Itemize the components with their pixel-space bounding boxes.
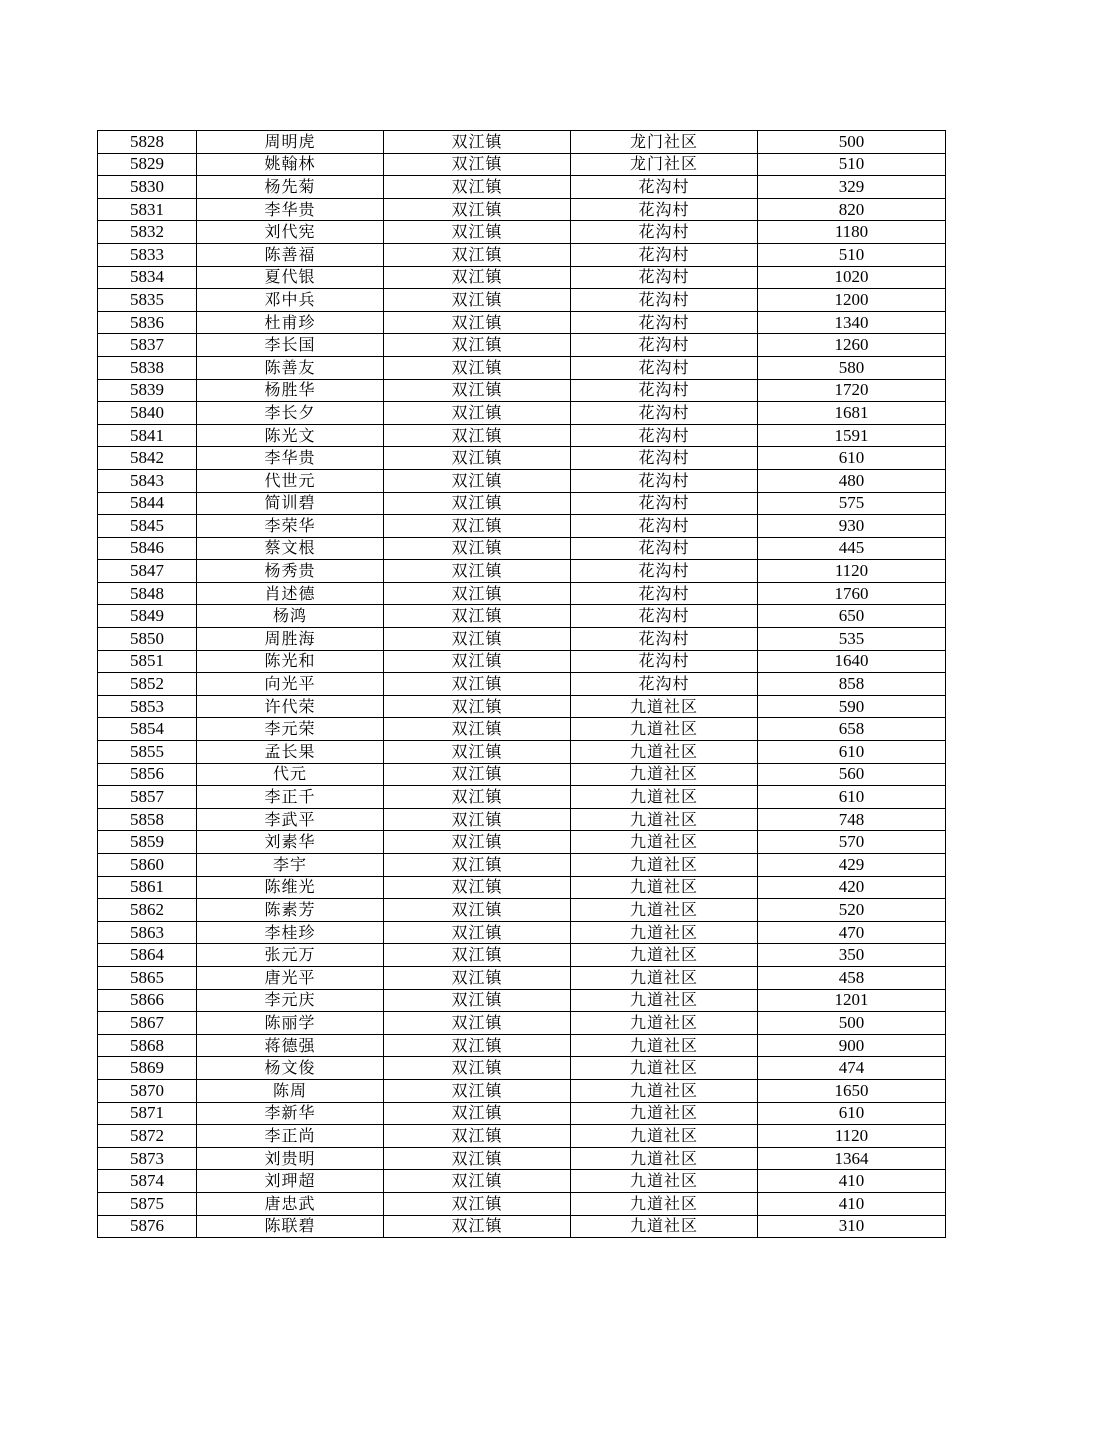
name-cell: 刘贵明	[197, 1147, 384, 1170]
town-cell: 双江镇	[384, 402, 571, 425]
village-cell: 九道社区	[571, 1034, 758, 1057]
name-cell: 姚翰林	[197, 153, 384, 176]
village-cell: 九道社区	[571, 831, 758, 854]
table-row	[98, 808, 946, 831]
village-cell: 九道社区	[571, 944, 758, 967]
row-number-cell: 5828	[98, 131, 197, 154]
name-cell: 李长夕	[197, 402, 384, 425]
town-cell: 双江镇	[384, 854, 571, 877]
town-cell: 双江镇	[384, 221, 571, 244]
row-number-cell: 5876	[98, 1215, 197, 1238]
name-cell: 李长国	[197, 334, 384, 357]
table-row	[98, 289, 946, 312]
table-row	[98, 1012, 946, 1035]
amount-cell: 820	[758, 198, 946, 221]
row-number-cell: 5857	[98, 786, 197, 809]
table-row	[98, 718, 946, 741]
amount-cell: 748	[758, 808, 946, 831]
town-cell: 双江镇	[384, 899, 571, 922]
town-cell: 双江镇	[384, 131, 571, 154]
table-row	[98, 605, 946, 628]
row-number-cell: 5858	[98, 808, 197, 831]
row-number-cell: 5829	[98, 153, 197, 176]
village-cell: 九道社区	[571, 695, 758, 718]
table-row	[98, 537, 946, 560]
table-row	[98, 944, 946, 967]
table-row	[98, 424, 946, 447]
village-cell: 花沟村	[571, 469, 758, 492]
amount-cell: 535	[758, 628, 946, 651]
table-row	[98, 854, 946, 877]
village-cell: 花沟村	[571, 582, 758, 605]
amount-cell: 480	[758, 469, 946, 492]
table-row	[98, 356, 946, 379]
row-number-cell: 5855	[98, 741, 197, 764]
table-row	[98, 831, 946, 854]
village-cell: 花沟村	[571, 605, 758, 628]
town-cell: 双江镇	[384, 1034, 571, 1057]
row-number-cell: 5873	[98, 1147, 197, 1170]
name-cell: 周胜海	[197, 628, 384, 651]
table-row	[98, 266, 946, 289]
town-cell: 双江镇	[384, 243, 571, 266]
name-cell: 李桂珍	[197, 921, 384, 944]
name-cell: 李武平	[197, 808, 384, 831]
amount-cell: 610	[758, 1102, 946, 1125]
name-cell: 李宇	[197, 854, 384, 877]
amount-cell: 310	[758, 1215, 946, 1238]
name-cell: 刘玾超	[197, 1170, 384, 1193]
table-row	[98, 1125, 946, 1148]
name-cell: 蔡文根	[197, 537, 384, 560]
village-cell: 花沟村	[571, 198, 758, 221]
row-number-cell: 5865	[98, 966, 197, 989]
amount-cell: 410	[758, 1192, 946, 1215]
table-row	[98, 560, 946, 583]
table-row	[98, 153, 946, 176]
town-cell: 双江镇	[384, 537, 571, 560]
row-number-cell: 5845	[98, 515, 197, 538]
amount-cell: 500	[758, 131, 946, 154]
table-row	[98, 379, 946, 402]
village-cell: 九道社区	[571, 1170, 758, 1193]
town-cell: 双江镇	[384, 492, 571, 515]
amount-cell: 1640	[758, 650, 946, 673]
table-row	[98, 1170, 946, 1193]
row-number-cell: 5875	[98, 1192, 197, 1215]
village-cell: 花沟村	[571, 221, 758, 244]
table-row	[98, 221, 946, 244]
town-cell: 双江镇	[384, 1170, 571, 1193]
village-cell: 龙门社区	[571, 131, 758, 154]
table-row	[98, 1034, 946, 1057]
table-row	[98, 876, 946, 899]
town-cell: 双江镇	[384, 831, 571, 854]
town-cell: 双江镇	[384, 1012, 571, 1035]
town-cell: 双江镇	[384, 515, 571, 538]
amount-cell: 610	[758, 741, 946, 764]
village-cell: 花沟村	[571, 560, 758, 583]
table-row	[98, 650, 946, 673]
amount-cell: 1260	[758, 334, 946, 357]
table-row	[98, 899, 946, 922]
amount-cell: 445	[758, 537, 946, 560]
amount-cell: 610	[758, 786, 946, 809]
row-number-cell: 5841	[98, 424, 197, 447]
name-cell: 杨鸿	[197, 605, 384, 628]
village-cell: 花沟村	[571, 289, 758, 312]
village-cell: 花沟村	[571, 537, 758, 560]
name-cell: 杨文俊	[197, 1057, 384, 1080]
name-cell: 陈光和	[197, 650, 384, 673]
row-number-cell: 5867	[98, 1012, 197, 1035]
town-cell: 双江镇	[384, 176, 571, 199]
table-row	[98, 1192, 946, 1215]
name-cell: 陈善福	[197, 243, 384, 266]
amount-cell: 1180	[758, 221, 946, 244]
table-row	[98, 921, 946, 944]
village-cell: 花沟村	[571, 379, 758, 402]
village-cell: 九道社区	[571, 899, 758, 922]
name-cell: 蒋德强	[197, 1034, 384, 1057]
amount-cell: 930	[758, 515, 946, 538]
village-cell: 九道社区	[571, 763, 758, 786]
table-row	[98, 243, 946, 266]
amount-cell: 560	[758, 763, 946, 786]
village-cell: 花沟村	[571, 243, 758, 266]
amount-cell: 458	[758, 966, 946, 989]
town-cell: 双江镇	[384, 944, 571, 967]
row-number-cell: 5832	[98, 221, 197, 244]
row-number-cell: 5854	[98, 718, 197, 741]
table-body	[98, 131, 946, 1238]
town-cell: 双江镇	[384, 628, 571, 651]
table-row	[98, 1057, 946, 1080]
table-row	[98, 763, 946, 786]
town-cell: 双江镇	[384, 424, 571, 447]
table-row	[98, 1215, 946, 1238]
amount-cell: 350	[758, 944, 946, 967]
table-row	[98, 1102, 946, 1125]
name-cell: 唐光平	[197, 966, 384, 989]
name-cell: 陈维光	[197, 876, 384, 899]
town-cell: 双江镇	[384, 1057, 571, 1080]
table-row	[98, 582, 946, 605]
town-cell: 双江镇	[384, 1147, 571, 1170]
row-number-cell: 5830	[98, 176, 197, 199]
data-table	[97, 130, 946, 1238]
amount-cell: 650	[758, 605, 946, 628]
row-number-cell: 5872	[98, 1125, 197, 1148]
table-row	[98, 402, 946, 425]
amount-cell: 1120	[758, 1125, 946, 1148]
amount-cell: 410	[758, 1170, 946, 1193]
village-cell: 花沟村	[571, 447, 758, 470]
row-number-cell: 5871	[98, 1102, 197, 1125]
village-cell: 花沟村	[571, 356, 758, 379]
name-cell: 杨先菊	[197, 176, 384, 199]
name-cell: 李正尚	[197, 1125, 384, 1148]
town-cell: 双江镇	[384, 266, 571, 289]
name-cell: 许代荣	[197, 695, 384, 718]
row-number-cell: 5850	[98, 628, 197, 651]
name-cell: 李新华	[197, 1102, 384, 1125]
village-cell: 九道社区	[571, 808, 758, 831]
amount-cell: 1020	[758, 266, 946, 289]
row-number-cell: 5874	[98, 1170, 197, 1193]
row-number-cell: 5864	[98, 944, 197, 967]
row-number-cell: 5836	[98, 311, 197, 334]
town-cell: 双江镇	[384, 650, 571, 673]
town-cell: 双江镇	[384, 605, 571, 628]
amount-cell: 1201	[758, 989, 946, 1012]
name-cell: 陈光文	[197, 424, 384, 447]
row-number-cell: 5844	[98, 492, 197, 515]
row-number-cell: 5847	[98, 560, 197, 583]
table-row	[98, 492, 946, 515]
town-cell: 双江镇	[384, 582, 571, 605]
village-cell: 花沟村	[571, 311, 758, 334]
town-cell: 双江镇	[384, 469, 571, 492]
amount-cell: 329	[758, 176, 946, 199]
row-number-cell: 5861	[98, 876, 197, 899]
row-number-cell: 5831	[98, 198, 197, 221]
amount-cell: 474	[758, 1057, 946, 1080]
amount-cell: 500	[758, 1012, 946, 1035]
row-number-cell: 5846	[98, 537, 197, 560]
amount-cell: 1120	[758, 560, 946, 583]
table-row	[98, 469, 946, 492]
row-number-cell: 5842	[98, 447, 197, 470]
row-number-cell: 5853	[98, 695, 197, 718]
name-cell: 夏代银	[197, 266, 384, 289]
village-cell: 花沟村	[571, 402, 758, 425]
amount-cell: 1340	[758, 311, 946, 334]
name-cell: 杜甫珍	[197, 311, 384, 334]
village-cell: 九道社区	[571, 1102, 758, 1125]
name-cell: 周明虎	[197, 131, 384, 154]
village-cell: 花沟村	[571, 176, 758, 199]
name-cell: 杨秀贵	[197, 560, 384, 583]
village-cell: 花沟村	[571, 424, 758, 447]
town-cell: 双江镇	[384, 695, 571, 718]
village-cell: 九道社区	[571, 989, 758, 1012]
amount-cell: 1591	[758, 424, 946, 447]
town-cell: 双江镇	[384, 334, 571, 357]
town-cell: 双江镇	[384, 989, 571, 1012]
town-cell: 双江镇	[384, 921, 571, 944]
name-cell: 李荣华	[197, 515, 384, 538]
village-cell: 花沟村	[571, 650, 758, 673]
amount-cell: 900	[758, 1034, 946, 1057]
village-cell: 花沟村	[571, 628, 758, 651]
name-cell: 陈联碧	[197, 1215, 384, 1238]
name-cell: 简训碧	[197, 492, 384, 515]
town-cell: 双江镇	[384, 198, 571, 221]
table-row	[98, 334, 946, 357]
amount-cell: 429	[758, 854, 946, 877]
row-number-cell: 5834	[98, 266, 197, 289]
amount-cell: 470	[758, 921, 946, 944]
amount-cell: 658	[758, 718, 946, 741]
amount-cell: 610	[758, 447, 946, 470]
name-cell: 向光平	[197, 673, 384, 696]
village-cell: 九道社区	[571, 1079, 758, 1102]
row-number-cell: 5851	[98, 650, 197, 673]
table-row	[98, 741, 946, 764]
row-number-cell: 5848	[98, 582, 197, 605]
name-cell: 李元庆	[197, 989, 384, 1012]
town-cell: 双江镇	[384, 560, 571, 583]
row-number-cell: 5840	[98, 402, 197, 425]
table-row	[98, 198, 946, 221]
town-cell: 双江镇	[384, 1125, 571, 1148]
row-number-cell: 5860	[98, 854, 197, 877]
town-cell: 双江镇	[384, 1192, 571, 1215]
row-number-cell: 5837	[98, 334, 197, 357]
name-cell: 代世元	[197, 469, 384, 492]
amount-cell: 575	[758, 492, 946, 515]
row-number-cell: 5869	[98, 1057, 197, 1080]
village-cell: 花沟村	[571, 515, 758, 538]
row-number-cell: 5843	[98, 469, 197, 492]
amount-cell: 1760	[758, 582, 946, 605]
town-cell: 双江镇	[384, 1102, 571, 1125]
name-cell: 唐忠武	[197, 1192, 384, 1215]
village-cell: 九道社区	[571, 921, 758, 944]
table-row	[98, 966, 946, 989]
village-cell: 花沟村	[571, 334, 758, 357]
amount-cell: 1681	[758, 402, 946, 425]
village-cell: 九道社区	[571, 1192, 758, 1215]
amount-cell: 1200	[758, 289, 946, 312]
village-cell: 九道社区	[571, 1057, 758, 1080]
table-row	[98, 1079, 946, 1102]
amount-cell: 1364	[758, 1147, 946, 1170]
town-cell: 双江镇	[384, 763, 571, 786]
amount-cell: 510	[758, 243, 946, 266]
village-cell: 九道社区	[571, 1012, 758, 1035]
name-cell: 杨胜华	[197, 379, 384, 402]
village-cell: 九道社区	[571, 741, 758, 764]
name-cell: 陈丽学	[197, 1012, 384, 1035]
name-cell: 肖述德	[197, 582, 384, 605]
name-cell: 刘素华	[197, 831, 384, 854]
name-cell: 邓中兵	[197, 289, 384, 312]
table-row	[98, 515, 946, 538]
village-cell: 花沟村	[571, 492, 758, 515]
name-cell: 刘代宪	[197, 221, 384, 244]
amount-cell: 1650	[758, 1079, 946, 1102]
town-cell: 双江镇	[384, 289, 571, 312]
row-number-cell: 5862	[98, 899, 197, 922]
amount-cell: 1720	[758, 379, 946, 402]
town-cell: 双江镇	[384, 808, 571, 831]
name-cell: 陈善友	[197, 356, 384, 379]
row-number-cell: 5859	[98, 831, 197, 854]
town-cell: 双江镇	[384, 1079, 571, 1102]
row-number-cell: 5833	[98, 243, 197, 266]
amount-cell: 590	[758, 695, 946, 718]
table-row	[98, 786, 946, 809]
village-cell: 九道社区	[571, 718, 758, 741]
row-number-cell: 5852	[98, 673, 197, 696]
name-cell: 李正千	[197, 786, 384, 809]
village-cell: 九道社区	[571, 1215, 758, 1238]
amount-cell: 520	[758, 899, 946, 922]
village-cell: 九道社区	[571, 1125, 758, 1148]
row-number-cell: 5868	[98, 1034, 197, 1057]
row-number-cell: 5863	[98, 921, 197, 944]
row-number-cell: 5870	[98, 1079, 197, 1102]
table-row	[98, 176, 946, 199]
table-row	[98, 447, 946, 470]
town-cell: 双江镇	[384, 356, 571, 379]
name-cell: 孟长果	[197, 741, 384, 764]
amount-cell: 510	[758, 153, 946, 176]
village-cell: 九道社区	[571, 876, 758, 899]
town-cell: 双江镇	[384, 447, 571, 470]
village-cell: 九道社区	[571, 854, 758, 877]
name-cell: 李华贵	[197, 198, 384, 221]
table-row	[98, 628, 946, 651]
table-row	[98, 989, 946, 1012]
row-number-cell: 5856	[98, 763, 197, 786]
town-cell: 双江镇	[384, 153, 571, 176]
amount-cell: 420	[758, 876, 946, 899]
row-number-cell: 5835	[98, 289, 197, 312]
town-cell: 双江镇	[384, 876, 571, 899]
amount-cell: 580	[758, 356, 946, 379]
name-cell: 李华贵	[197, 447, 384, 470]
town-cell: 双江镇	[384, 741, 571, 764]
amount-cell: 570	[758, 831, 946, 854]
amount-cell: 858	[758, 673, 946, 696]
village-cell: 花沟村	[571, 673, 758, 696]
town-cell: 双江镇	[384, 311, 571, 334]
table-row	[98, 311, 946, 334]
table-row	[98, 695, 946, 718]
name-cell: 陈素芳	[197, 899, 384, 922]
name-cell: 陈周	[197, 1079, 384, 1102]
name-cell: 代元	[197, 763, 384, 786]
row-number-cell: 5866	[98, 989, 197, 1012]
town-cell: 双江镇	[384, 379, 571, 402]
village-cell: 九道社区	[571, 966, 758, 989]
row-number-cell: 5838	[98, 356, 197, 379]
name-cell: 李元荣	[197, 718, 384, 741]
town-cell: 双江镇	[384, 1215, 571, 1238]
village-cell: 龙门社区	[571, 153, 758, 176]
table-row	[98, 131, 946, 154]
village-cell: 九道社区	[571, 1147, 758, 1170]
town-cell: 双江镇	[384, 673, 571, 696]
table-row	[98, 1147, 946, 1170]
village-cell: 花沟村	[571, 266, 758, 289]
town-cell: 双江镇	[384, 786, 571, 809]
table-row	[98, 673, 946, 696]
row-number-cell: 5849	[98, 605, 197, 628]
town-cell: 双江镇	[384, 966, 571, 989]
row-number-cell: 5839	[98, 379, 197, 402]
village-cell: 九道社区	[571, 786, 758, 809]
name-cell: 张元万	[197, 944, 384, 967]
town-cell: 双江镇	[384, 718, 571, 741]
